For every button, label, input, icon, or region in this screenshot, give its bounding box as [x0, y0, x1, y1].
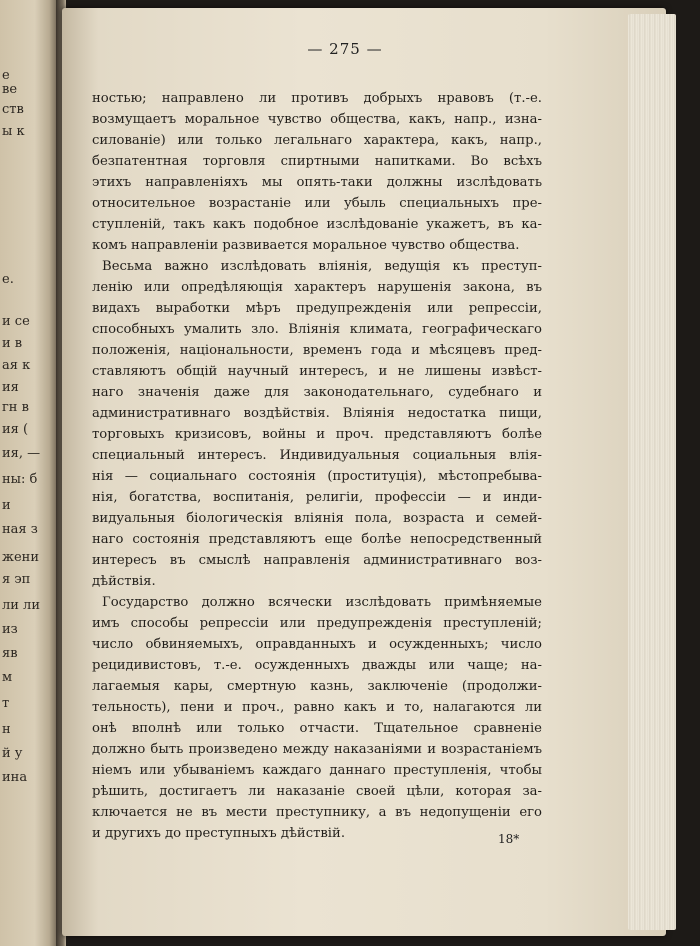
text-line: способныхъ умалить зло. Влiянiя климата, географическаго [92, 322, 542, 337]
text-line: торговыхъ кризисовъ, войны и проч. представляютъ болѣе [92, 427, 542, 442]
left-page-fragment: ны: б [2, 472, 38, 487]
text-line: должно быть произведено между наказанiями и возрастанiемъ [92, 742, 542, 757]
text-line: комъ направленiи развивается моральное чувство общества. [92, 238, 520, 253]
text-line: тельность), пени и проч., равно какъ и то, налагаются ли [92, 700, 542, 715]
paragraph [92, 256, 542, 592]
text-line: наго состоянiя представляютъ еще болѣе непосредственный [92, 532, 542, 547]
text-line: интересъ въ смыслѣ направленiя административнаго воз- [92, 553, 542, 568]
text-line: наго значенiя даже для законодательнаго, судебнаго и [92, 385, 542, 400]
left-page-fragment: ная з [2, 522, 38, 537]
left-page-fragment: ия, — [2, 446, 41, 461]
left-page-edge [0, 0, 58, 946]
text-line: положенiя, нацiональности, временъ года и мѣсяцевъ пред- [92, 343, 542, 358]
text-line: силованiе) или только легальнаго характера, какъ, напр., [92, 133, 542, 148]
text-line: нiя — социальнаго состоянiя (проституцiя), мѣстопребыва- [92, 469, 542, 484]
printer-signature-mark: 18* [498, 832, 520, 846]
text-line: лагаемыя кары, смертную казнь, заключенiе (продолжи- [92, 679, 542, 694]
text-line: видахъ выработки мѣръ предупрежденiя или репрессiи, [92, 301, 542, 316]
left-page-fragment: т [2, 696, 10, 711]
text-line: этихъ направленiяхъ мы опять-таки должны изслѣдовать [92, 175, 542, 190]
text-line: нiя, богатства, воспитанiя, религiи, профессiи — и инди- [92, 490, 542, 505]
text-line: видуальныя бiологическiя влiянiя пола, возраста и семей- [92, 511, 542, 526]
text-line: безпатентная торговля спиртными напитками. Во всѣхъ [92, 154, 542, 169]
left-page-fragment: и ce [2, 314, 30, 329]
text-line: ключается не въ мести преступнику, а въ недопущенiи его [92, 805, 542, 820]
left-page-fragment: и [2, 498, 11, 513]
text-line: специальный интересъ. Индивидуальныя социальныя влiя- [92, 448, 542, 463]
page-body-text [92, 88, 542, 844]
text-line: имъ способы репрессiи или предупрежденiя преступленiй; [92, 616, 542, 631]
text-line: административнаго воздѣйствiя. Влiянiя недостатка пищи, [92, 406, 542, 421]
left-page-fragment: ия [2, 380, 19, 395]
text-line: ступленiй, такъ какъ подобное изслѣдованiе укажетъ, въ ка- [92, 217, 542, 232]
paragraph [92, 88, 542, 256]
left-page-fragment: e. [2, 272, 14, 287]
paragraph [92, 592, 542, 844]
text-line: ленiю или опредѣляющiя характеръ нарушенiя закона, въ [92, 280, 542, 295]
text-line: рецидивистовъ, т.-е. осужденныхъ дважды или чаще; на- [92, 658, 542, 673]
left-page-fragment: из [2, 622, 18, 637]
left-page-fragment: и в [2, 336, 23, 351]
left-page-fragment: жени [2, 550, 39, 565]
text-line: Весьма важно изслѣдовать влiянiя, ведущiя къ преступ- [102, 259, 542, 274]
text-line: ставляютъ общiй научный интересъ, и не лишены извѣст- [92, 364, 542, 379]
left-page-fragment: н [2, 722, 11, 737]
text-line: онѣ вполнѣ или только отчасти. Тщательное сравненiе [92, 721, 542, 736]
left-page-fragment: ств [2, 102, 24, 117]
left-page-fragment: ли ли [2, 598, 40, 613]
left-page-fragment: ы к [2, 124, 25, 139]
left-page-fragment: ина [2, 770, 28, 785]
left-page-fragment: й у [2, 746, 23, 761]
text-line: Государство должно всячески изслѣдовать примѣняемые [102, 595, 542, 610]
text-line: число обвиняемыхъ, оправданныхъ и осужденныхъ; число [92, 637, 542, 652]
left-page-fragment: я эп [2, 572, 31, 587]
text-line: относительное возрастанiе или убыль специальныхъ пре- [92, 196, 542, 211]
left-page-fragment: ия ( [2, 422, 29, 437]
left-page-fragment: ве [2, 82, 18, 97]
text-line: возмущаетъ моральное чувство общества, какъ, напр., изна- [92, 112, 542, 127]
page-block-edge [628, 14, 676, 930]
left-page-fragment: e [2, 68, 10, 83]
text-line: нiемъ или убыванiемъ каждаго даннаго преступленiя, чтобы [92, 763, 542, 778]
left-page-fragment: ая к [2, 358, 31, 373]
text-line: и другихъ до преступныхъ дѣйствiй. [92, 826, 346, 841]
left-page-fragment: гн в [2, 400, 29, 415]
text-line: ностью; направлено ли противъ добрыхъ нравовъ (т.-е. [92, 91, 542, 106]
page-number: — 275 — [307, 40, 383, 58]
text-line: рѣшить, достигаетъ ли наказанiе своей цѣли, которая за- [92, 784, 542, 799]
text-line: дѣйствiя. [92, 574, 156, 589]
left-page-fragment: яв [2, 646, 18, 661]
left-page-fragment: м [2, 670, 13, 685]
